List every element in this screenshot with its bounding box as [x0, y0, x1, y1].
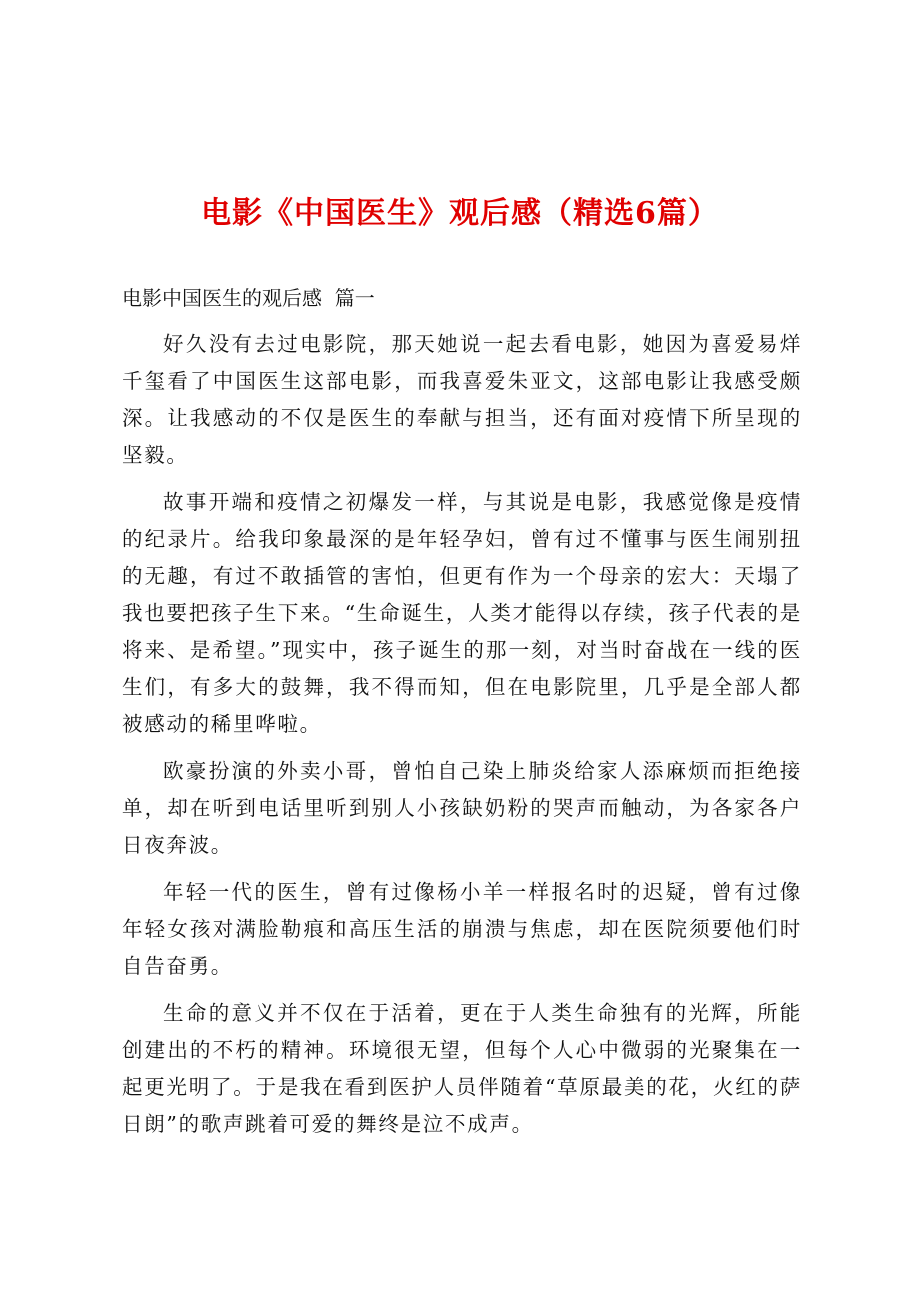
paragraph: 好久没有去过电影院，那天她说一起去看电影，她因为喜爱易烊千玺看了中国医生这部电影，而我喜爱朱亚文，这部电影让我感受颇深。让我感动的不仅是医生的奉献与担当，还有面对疫情下所呈现的坚毅。: [122, 332, 802, 467]
article-body: [122, 326, 802, 1153]
document-title: 电影《中国医生》观后感（精选6篇）: [201, 196, 719, 231]
paragraph: 生命的意义并不仅在于活着，更在于人类生命独有的光辉，所能创建出的不朽的精神。环境很无望，但每个人心中微弱的光聚集在一起更光明了。于是我在看到医护人员伴随着“草原最美的花，火红的萨日朗”的歌声跳着可爱的舞终是泣不成声。: [122, 1001, 802, 1136]
paragraph: 欧豪扮演的外卖小哥，曾怕自己染上肺炎给家人添麻烦而拒绝接单，却在听到电话里听到别人小孩缺奶粉的哭声而触动，为各家各户日夜奔波。: [122, 759, 802, 857]
section-heading: 电影中国医生的观后感 篇一: [122, 286, 375, 310]
paragraph: 年轻一代的医生，曾有过像杨小羊一样报名时的迟疑，曾有过像年轻女孩对满脸勒痕和高压生活的崩溃与焦虑，却在医院须要他们时自告奋勇。: [122, 880, 802, 978]
paragraph: 故事开端和疫情之初爆发一样，与其说是电影，我感觉像是疫情的纪录片。给我印象最深的是年轻孕妇，曾有过不懂事与医生闹别扭的无趣，有过不敢插管的害怕，但更有作为一个母亲的宏大：天塌了我也要把孩子生下来。“生命诞生，人类才能得以存续，孩子代表的是将来、是希望。”现实中，孩子诞生的那一刻，对当时奋战在一线的医生们，有多大的鼓舞，我不得而知，但在电影院里，几乎是全部人都被感动的稀里哗啦。: [122, 490, 802, 736]
